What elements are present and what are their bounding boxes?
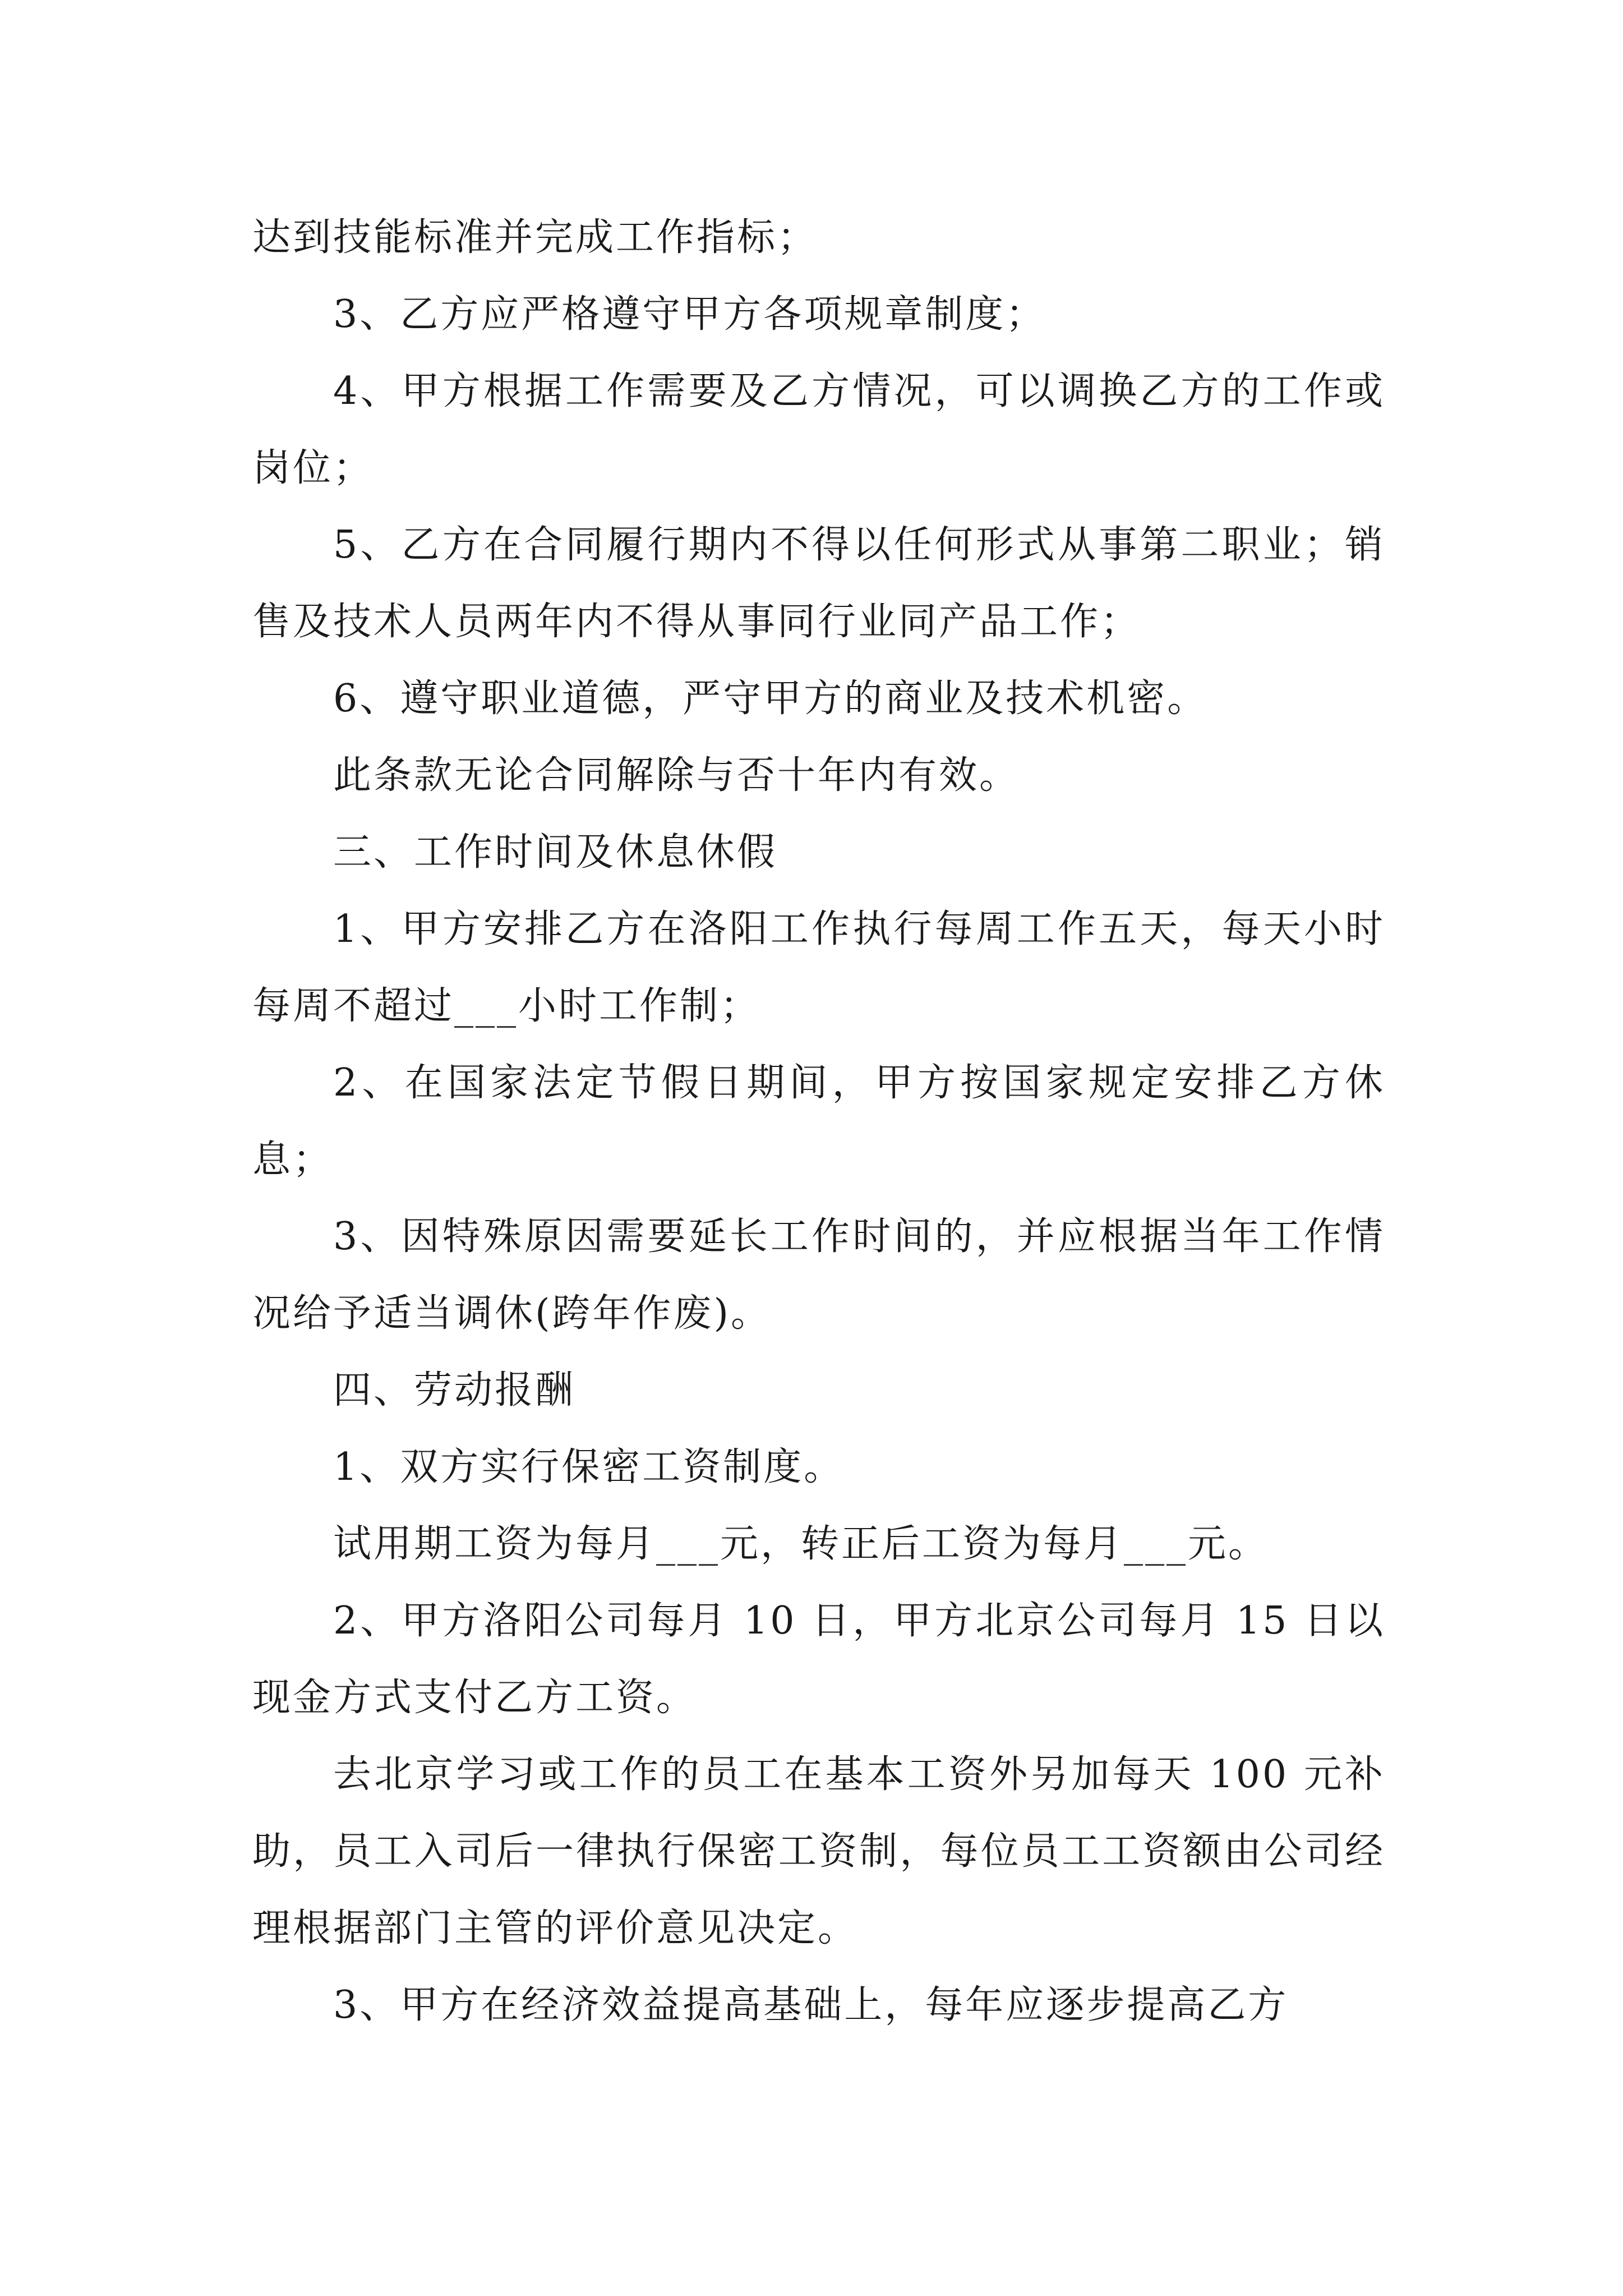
paragraph-16: 3、甲方在经济效益提高基础上，每年应逐步提高乙方 <box>333 1983 1289 2027</box>
paragraph-15: 去北京学习或工作的员工在基本工资外另加每天 100 元补助，员工入司后一律执行保密工资制，每位员工工资额由公司经理根据部门主管的评价意见决定。 <box>252 1752 1385 1950</box>
paragraph-3: 4、甲方根据工作需要及乙方情况，可以调换乙方的工作或岗位； <box>252 369 1385 490</box>
paragraph-12: 1、双方实行保密工资制度。 <box>333 1445 845 1489</box>
document-body <box>252 199 1385 2044</box>
paragraph-9: 2、在国家法定节假日期间，甲方按国家规定安排乙方休息； <box>252 1061 1385 1182</box>
paragraph-14: 2、甲方洛阳公司每月 10 日，甲方北京公司每月 15 日以现金方式支付乙方工资。 <box>252 1599 1385 1720</box>
paragraph-6: 此条款无论合同解除与否十年内有效。 <box>333 753 1020 798</box>
paragraph-2: 3、乙方应严格遵守甲方各项规章制度； <box>333 292 1046 337</box>
section-heading-4: 四、劳动报酬 <box>333 1368 576 1412</box>
paragraph-10: 3、因特殊原因需要延长工作时间的，并应根据当年工作情况给予适当调休(跨年作废)。 <box>252 1214 1385 1336</box>
paragraph-8: 1、甲方安排乙方在洛阳工作执行每周工作五天，每天小时每周不超过___小时工作制； <box>252 907 1385 1028</box>
paragraph-13: 试用期工资为每月___元，转正后工资为每月___元。 <box>333 1522 1269 1566</box>
paragraph-5: 6、遵守职业道德，严守甲方的商业及技术机密。 <box>333 677 1208 721</box>
paragraph-1: 达到技能标准并完成工作指标； <box>252 215 818 260</box>
paragraph-4: 5、乙方在合同履行期内不得以任何形式从事第二职业；销售及技术人员两年内不得从事同行业同产品工作； <box>252 523 1385 644</box>
section-heading-3: 三、工作时间及休息休假 <box>333 830 778 875</box>
